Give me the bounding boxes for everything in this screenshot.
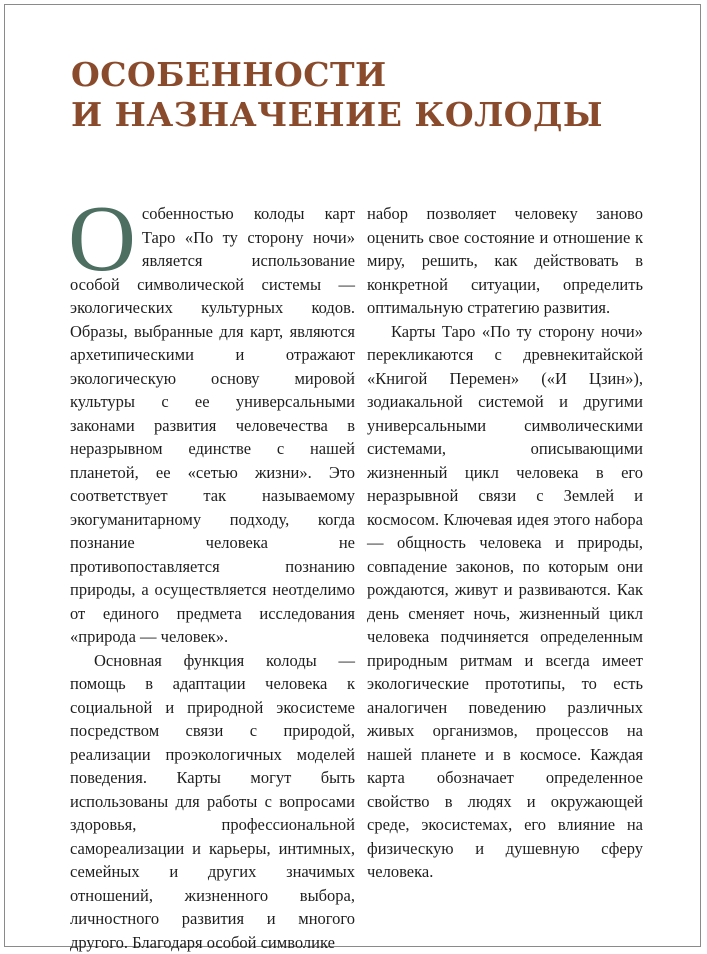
left-column	[70, 202, 355, 954]
book-page	[4, 4, 701, 947]
drop-cap: О	[68, 204, 136, 272]
paragraph: Основная функция колоды — помощь в адаптации человека к социальной и природной экосистеме посредством связи с природой, реализации проэкологичных моделей поведения. Карты могут быть использованы для работы с вопросами здоровья, профессиональной самореализации и карьеры, интимных, семейных и других значимых отношений, жизненного выбора, личностного развития и многого другого. Благодаря особой символике	[70, 649, 355, 954]
section-title	[71, 55, 603, 135]
paragraph-text: собенностью колоды карт Таро «По ту сторону ночи» является использование особой символической системы — экологических культурных кодов. Образы, выбранные для карт, являются архетипическими и отражают экологическую основу мировой культуры с ее универсальными законами развития человечества в неразрывном единстве с нашей планетой, ее «сетью жизни». Это соответствует так называемому экогуманитарному подходу, когда познание человека не противопоставляется познанию природы, а осуществляется неотделимо от единого предмета исследования «природа — человек».	[70, 204, 355, 646]
paragraph	[70, 202, 355, 649]
paragraph: Карты Таро «По ту сторону ночи» перекликаются с древнекитайской «Книгой Перемен» («И Цзин»), зодиакальной системой и другими универсальными символическими системами, описывающими жизненный цикл человека в его неразрывной связи с Землей и космосом. Ключевая идея этого набора — общность человека и природы, совпадение законов, по которым они рождаются, живут и развиваются. Как день сменяет ночь, жизненный цикл человека подчиняется определенным природным ритмам и всегда имеет экологические прототипы, то есть аналогичен поведению различных живых организмов, процессов на нашей планете и в космосе. Каждая карта обозначает определенное свойство в людях и окружающей среде, экосистемах, его влияние на физическую и душевную сферу человека.	[367, 320, 643, 884]
title-line-1: ОСОБЕННОСТИ	[71, 55, 603, 95]
paragraph: набор позволяет человеку заново оценить свое состояние и отношение к миру, решить, как действовать в конкретной ситуации, определить оптимальную стратегию развития.	[367, 202, 643, 320]
title-line-2: И НАЗНАЧЕНИЕ КОЛОДЫ	[71, 95, 603, 135]
right-column	[367, 202, 643, 884]
